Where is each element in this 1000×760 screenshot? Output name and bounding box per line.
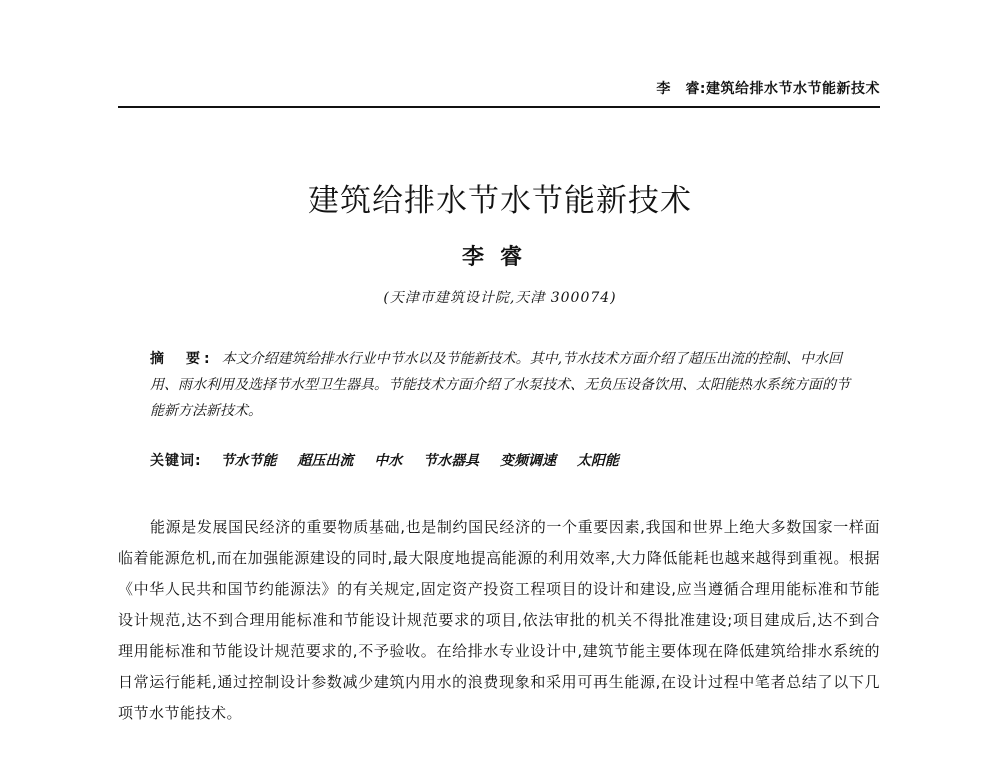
abstract-label: 摘 要: (150, 351, 214, 367)
keyword: 节水节能 (220, 453, 277, 469)
keyword: 超压出流 (297, 453, 354, 469)
keywords (150, 448, 850, 474)
keyword: 太阳能 (576, 453, 619, 469)
paper-title: 建筑给排水节水节能新技术 (308, 183, 692, 219)
body-paragraph: 能源是发展国民经济的重要物质基础,也是制约国民经济的一个重要因素,我国和世界上绝大多数国家一样面临着能源危机,而在加强能源建设的同时,最大限度地提高能源的利用效率,大力降低能耗也越来越得到重视。根据《中华人民共和国节约能源法》的有关规定,固定资产投资工程项目的设计和建设,应当遵循合理用能标准和节能设计规范,达不到合理用能标准和节能设计规范要求的项目,依法审批的机关不得批准建设;项目建成后,达不到合理用能标准和节能设计规范要求的,不予验收。在给排水专业设计中,建筑节能主要体现在降低建筑给排水系统的日常运行能耗,通过控制设计参数减少建筑内用水的浪费现象和采用可再生能源,在设计过程中笔者总结了以下几项节水节能技术。 (118, 518, 880, 722)
keyword: 节水器具 (423, 453, 480, 469)
abstract-text: 本文介绍建筑给排水行业中节水以及节能新技术。其中,节水技术方面介绍了超压出流的控制、中水回用、雨水利用及选择节水型卫生器具。节能技术方面介绍了水泵技术、无负压设备饮用、太阳能热水系统方面的节能新方法新技术。 (150, 351, 850, 419)
keyword: 变频调速 (499, 453, 556, 469)
keywords-label: 关键词: (150, 453, 202, 469)
paper-affiliation: (天津市建筑设计院,天津 300074) (383, 290, 617, 306)
abstract (150, 346, 850, 424)
keyword: 中水 (374, 453, 403, 469)
running-header: 李 睿:建筑给排水节水节能新技术 (656, 81, 880, 97)
paper-author: 李睿 (461, 244, 538, 270)
header-rule (118, 106, 880, 108)
